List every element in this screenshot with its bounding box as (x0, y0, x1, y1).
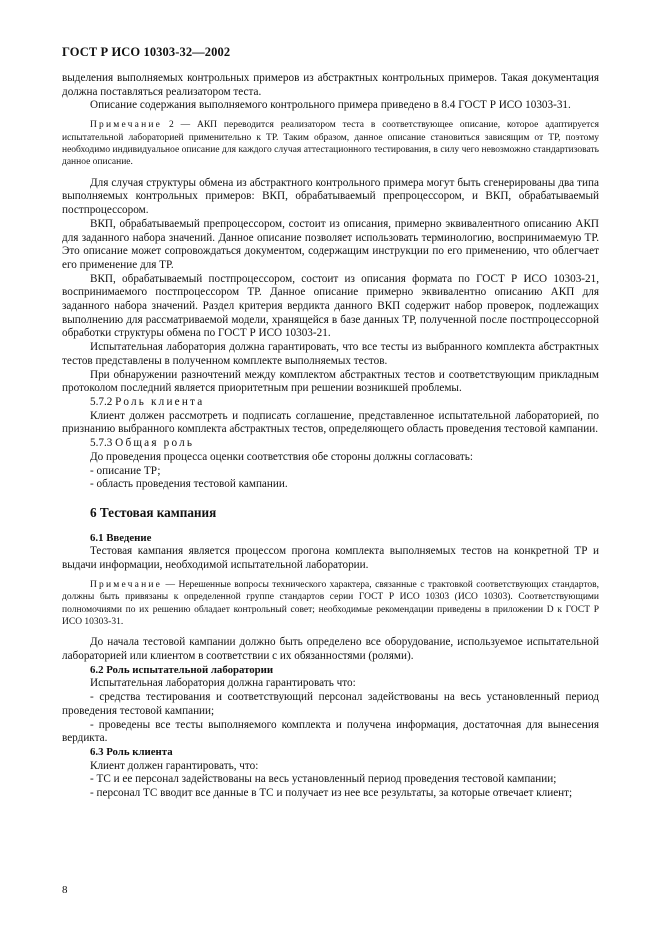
note-text: 2 — АКП переводится реализатором теста в соответствующее описание, которое адаптируется испытательной лабораторией применительно к ТР. Таким образом, данное описание становиться зависящим от ТР, поэтому необходимо индивидуальное описание для каждого случая аттестационного тестирования, в силу чего невозможно стандартизовать данное описание. (62, 120, 599, 168)
paragraph: При обнаружении разночтений между комплектом абстрактных тестов и соответствующим прикладным протоколом последний является приоритетным при решении возникшей проблемы. (62, 368, 599, 395)
paragraph: Клиент должен гарантировать, что: (90, 759, 259, 772)
subsection-title: Роль клиента (115, 395, 205, 408)
paragraph: Испытательная лаборатория должна гарантировать что: (90, 677, 356, 690)
note-label: Примечание (90, 120, 163, 131)
list-item: - проведены все тесты выполняемого комплекта и получена информация, достаточная для вынесения вердикта. (62, 718, 599, 745)
section-6-3-heading: 6.3 Роль клиента (90, 745, 173, 758)
document-body (62, 72, 599, 801)
paragraph: ВКП, обрабатываемый препроцессором, состоит из описания, примерно эквивалентного описанию АКП для заданного набора значений. Данное описание позволяет использовать терминологию, воспринимаемую ТР. Это описание может сопровождаться документом, содержащим инструкции по его применению, что облегчает его применение для ТР. (62, 217, 599, 271)
subsection-5-7-2-heading (62, 396, 599, 410)
paragraph: До начала тестовой кампании должно быть определено все оборудование, используемое испытательной лабораторией или клиентом в соответствии с их обязанностями (ролями). (62, 636, 599, 663)
note-2 (62, 119, 599, 169)
section-6-title: 6 Тестовая кампания (90, 504, 217, 520)
list-item: - средства тестирования и соответствующий персонал задействованы на весь установленный период проведения тестовой кампании; (62, 691, 599, 717)
paragraph: Для случая структуры обмена из абстрактного контрольного примера могут быть сгенерированы два типа выполняемых контрольных примеров: ВКП, обрабатываемый препроцессором, и ВКП, обрабатываемый постпроцессором. (62, 176, 599, 217)
paragraph: Описание содержания выполняемого контрольного примера приведено в 8.4 ГОСТ Р ИСО 10303-31. (90, 99, 571, 112)
document-header: ГОСТ Р ИСО 10303-32—2002 (62, 45, 231, 59)
paragraph: Тестовая кампания является процессом прогона комплекта выполняемых тестов на конкретной ТР и выдачи информации, необходимой испытательной лаборатории. (62, 545, 599, 572)
note-text: — Нерешенные вопросы технического характера, связанные с трактовкой соответствующих стандартов, должны быть привязаны к определенной группе стандартов серии ГОСТ Р ИСО 10303 (ИСО 10303). Соответствующими полномочиями по их решению обладает контрольный совет; необходимые рекомендации приведены в приложении D к ГОСТ Р ИСО 10303-31. (62, 579, 599, 627)
subsection-number: 5.7.3 (90, 437, 113, 450)
list-item: - персонал ТС вводит все данные в ТС и получает из нее все результаты, за которые отвечает клиент; (90, 787, 573, 800)
note (62, 579, 599, 629)
paragraph: Клиент должен рассмотреть и подписать соглашение, представленное испытательной лабораторией, по признанию выбранного комплекта абстрактных тестов, определяющего область проведения тестовой кампании. (62, 409, 599, 436)
paragraph: ВКП, обрабатываемый постпроцессором, состоит из описания формата по ГОСТ Р ИСО 10303-21, воспринимаемого постпроцессором ТР. Данное описание примерно эквивалентно описанию АКП для заданного набора значений. Раздел критерия вердикта данного ВКП содержит набор проверок, подлежащих выполнению для рассматриваемой модели, хранящейся в базе данных ТР, полученной после постпроцессорной обработки структуры обмена по ГОСТ Р ИСО 10303-21. (62, 272, 599, 340)
note-label: Примечание (90, 579, 163, 590)
section-6-2-heading: 6.2 Роль испытательной лаборатории (90, 663, 274, 676)
subsection-title: Общая роль (115, 437, 195, 450)
section-6-1-heading: 6.1 Введение (90, 531, 152, 544)
list-item: - описание ТР; (90, 464, 161, 477)
list-item: - область проведения тестовой кампании. (90, 478, 288, 491)
paragraph: выделения выполняемых контрольных примеров из абстрактных контрольных примеров. Такая документация должна поставляться реализатором теста. (62, 72, 599, 98)
paragraph: До проведения процесса оценки соответствия обе стороны должны согласовать: (90, 450, 474, 463)
paragraph: Испытательная лаборатория должна гарантировать, что все тесты из выбранного комплекта абстрактных тестов представлены в полученном комплекте выполняемых тестов. (62, 341, 599, 367)
subsection-number: 5.7.2 (90, 395, 113, 408)
list-item: - ТС и ее персонал задействованы на весь установленный период проведения тестовой кампании; (90, 773, 557, 786)
subsection-5-7-3-heading (62, 437, 599, 451)
page-number: 8 (62, 884, 68, 896)
